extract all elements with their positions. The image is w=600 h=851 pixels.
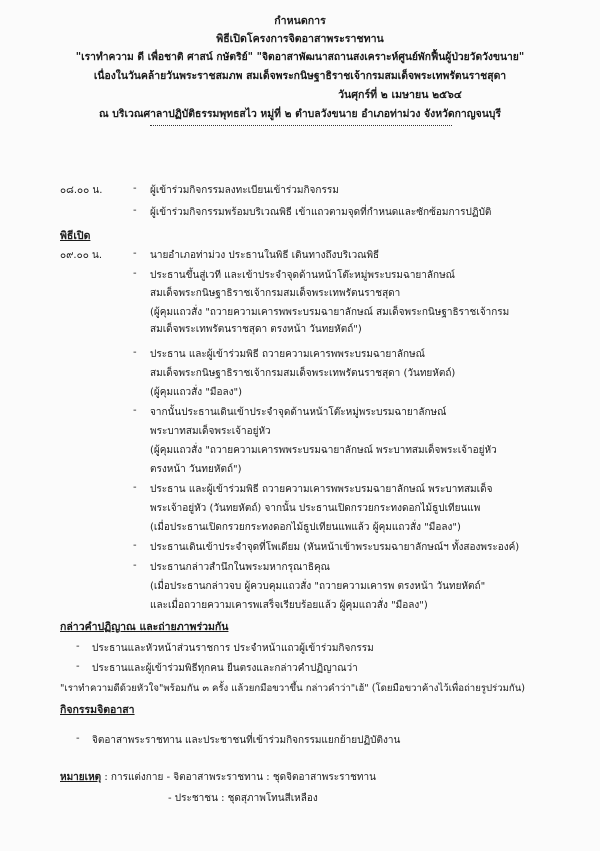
opening-line-11: (ผู้คุมแถวสั่ง "ถวายความเคารพพระบรมฉายาลักษณ์ พระบาทสมเด็จพระเจ้าอยู่หัว: [150, 445, 497, 456]
pledge-line-1: ประธานและหัวหน้าส่วนราชการ ประจำหน้าแถวผู้เข้าร่วมกิจกรรม: [92, 643, 374, 654]
opening-line-12: ตรงหน้า วันทยหัตถ์"): [150, 464, 242, 475]
opening-line-13: ประธาน และผู้เข้าร่วมพิธี ถวายความเคารพพระบรมฉายาลักษณ์ พระบาทสมเด็จ: [150, 484, 493, 495]
venue-line: ณ บริเวณศาลาปฏิบัติธรรมพุทธสไว หมู่ที่ ๒ ตำบลวังขนาย อำเภอท่าม่วง จังหวัดกาญจนบุรี: [99, 108, 501, 120]
item-registration: ผู้เข้าร่วมกิจกรรมลงทะเบียนเข้าร่วมกิจกรรม: [150, 185, 339, 196]
dash-bullet: -: [133, 560, 137, 571]
dash-bullet: -: [133, 405, 137, 416]
opening-line-17: ประธานกล่าวสำนึกในพระมหากรุณาธิคุณ: [150, 562, 330, 573]
dash-bullet: -: [133, 205, 137, 216]
item-line-up: ผู้เข้าร่วมกิจกรรมพร้อมบริเวณพิธี เข้าแถวตามจุดที่กำหนดและซักซ้อมการปฏิบัติ: [150, 207, 492, 218]
header-title: กำหนดการ: [274, 15, 326, 27]
dash-bullet: -: [76, 661, 80, 672]
opening-line-2: ประธานขึ้นสู่เวที และเข้าประจำจุดด้านหน้าโต๊ะหมู่พระบรมฉายาลักษณ์: [150, 270, 455, 281]
dash-bullet: -: [133, 540, 137, 551]
ceremony-title: พิธีเปิดโครงการจิตอาสาพระราชทาน: [216, 33, 384, 45]
opening-line-6: ประธาน และผู้เข้าร่วมพิธี ถวายความเคารพพระบรมฉายาลักษณ์: [150, 349, 425, 360]
dash-bullet: -: [133, 482, 137, 493]
opening-line-3: สมเด็จพระกนิษฐาธิราชเจ้ากรมสมเด็จพระเทพรัตนราชสุดา: [150, 288, 401, 299]
opening-line-14: พระเจ้าอยู่หัว (วันทยหัตถ์) จากนั้น ประธานเปิดกรวยกระทงดอกไม้ธูปเทียนแพ: [150, 503, 481, 514]
note-row-1: [60, 770, 376, 785]
dash-bullet: -: [76, 641, 80, 652]
note-row-2: - ประชาชน : ชุดสุภาพโทนสีเหลือง: [168, 793, 318, 804]
opening-line-16: ประธานเดินเข้าประจำจุดที่โพเดียม (หันหน้าเข้าพระบรมฉายาลักษณ์ฯ ทั้งสองพระองค์): [150, 542, 520, 553]
separator-dots: [150, 125, 452, 126]
pledge-line-2: ประธานและผู้เข้าร่วมพิธีทุกคน ยืนตรงและกล่าวคำปฏิญาณว่า: [92, 663, 358, 674]
volunteer-line: จิตอาสาพระราชทาน และประชาชนที่เข้าร่วมกิจกรรมแยกย้ายปฏิบัติงาน: [92, 735, 401, 746]
occasion-line: เนื่องในวันคล้ายวันพระราชสมภพ สมเด็จพระกนิษฐาธิราชเจ้ากรมสมเด็จพระเทพรัตนราชสุดา: [93, 70, 507, 82]
dash-bullet: -: [133, 268, 137, 279]
section-volunteer: กิจกรรมจิตอาสา: [60, 704, 135, 716]
opening-line-10: พระบาทสมเด็จพระเจ้าอยู่หัว: [150, 426, 271, 437]
project-slogan: "เราทำความ ดี เพื่อชาติ ศาสน์ กษัตริย์" "จิตอาสาพัฒนาสถานสงเคราะห์ศูนย์พักฟื้นผู้ป่วยวัดวังขนาย": [75, 51, 525, 63]
opening-line-19: และเมื่อถวายความเคารพเสร็จเรียบร้อยแล้ว ผู้คุมแถวสั่ง "มือลง"): [150, 600, 428, 611]
section-opening: พิธีเปิด: [60, 230, 91, 242]
opening-line-5: สมเด็จพระเทพรัตนราชสุดา ตรงหน้า วันทยหัตถ์"): [150, 324, 362, 335]
opening-line-8: (ผู้คุมแถวสั่ง "มือลง"): [150, 387, 243, 398]
opening-line-1: นายอำเภอท่าม่วง ประธานในพิธี เดินทางถึงบริเวณพิธี: [150, 250, 380, 261]
opening-line-15: (เมื่อประธานเปิดกรวยกระทงดอกไม้ธูปเทียนแพแล้ว ผู้คุมแถวสั่ง "มือลง"): [150, 522, 461, 533]
date-line: วันศุกร์ที่ ๒ เมษายน ๒๕๖๔: [338, 89, 462, 101]
note-dress-code: : การแต่งกาย - จิตอาสาพระราชทาน : ชุดจิตอาสาพระราชทาน: [104, 772, 376, 783]
time-0900: ๐๙.๐๐ น.: [60, 250, 103, 261]
opening-line-9: จากนั้นประธานเดินเข้าประจำจุดด้านหน้าโต๊ะหมู่พระบรมฉายาลักษณ์: [150, 407, 447, 418]
dash-bullet: -: [133, 248, 137, 259]
dash-bullet: -: [133, 347, 137, 358]
opening-line-18: (เมื่อประธานกล่าวจบ ผู้ควบคุมแถวสั่ง "ถวายความเคารพ ตรงหน้า วันทยหัตถ์": [150, 581, 486, 592]
section-pledge: กล่าวคำปฏิญาณ และถ่ายภาพร่วมกัน: [60, 621, 229, 633]
note-label: หมายเหตุ: [60, 772, 102, 783]
pledge-line-3: "เราทำความดีด้วยหัวใจ"พร้อมกัน ๓ ครั้ง แล้วยกมือขวาขึ้น กล่าวคำว่า"เฮ้" (โดยมือขวาค้างไว้เพื่อถ่ายรูปร่วมกัน): [60, 683, 526, 694]
dash-bullet: -: [133, 183, 137, 194]
opening-line-4: (ผู้คุมแถวสั่ง "ถวายความเคารพพระบรมฉายาลักษณ์ สมเด็จพระกนิษฐาธิราชเจ้ากรม: [150, 307, 510, 318]
dash-bullet: -: [76, 733, 80, 744]
time-0800: ๐๘.๐๐ น.: [60, 185, 103, 196]
opening-line-7: สมเด็จพระกนิษฐาธิราชเจ้ากรมสมเด็จพระเทพรัตนราชสุดา (วันทยหัตถ์): [150, 368, 456, 379]
